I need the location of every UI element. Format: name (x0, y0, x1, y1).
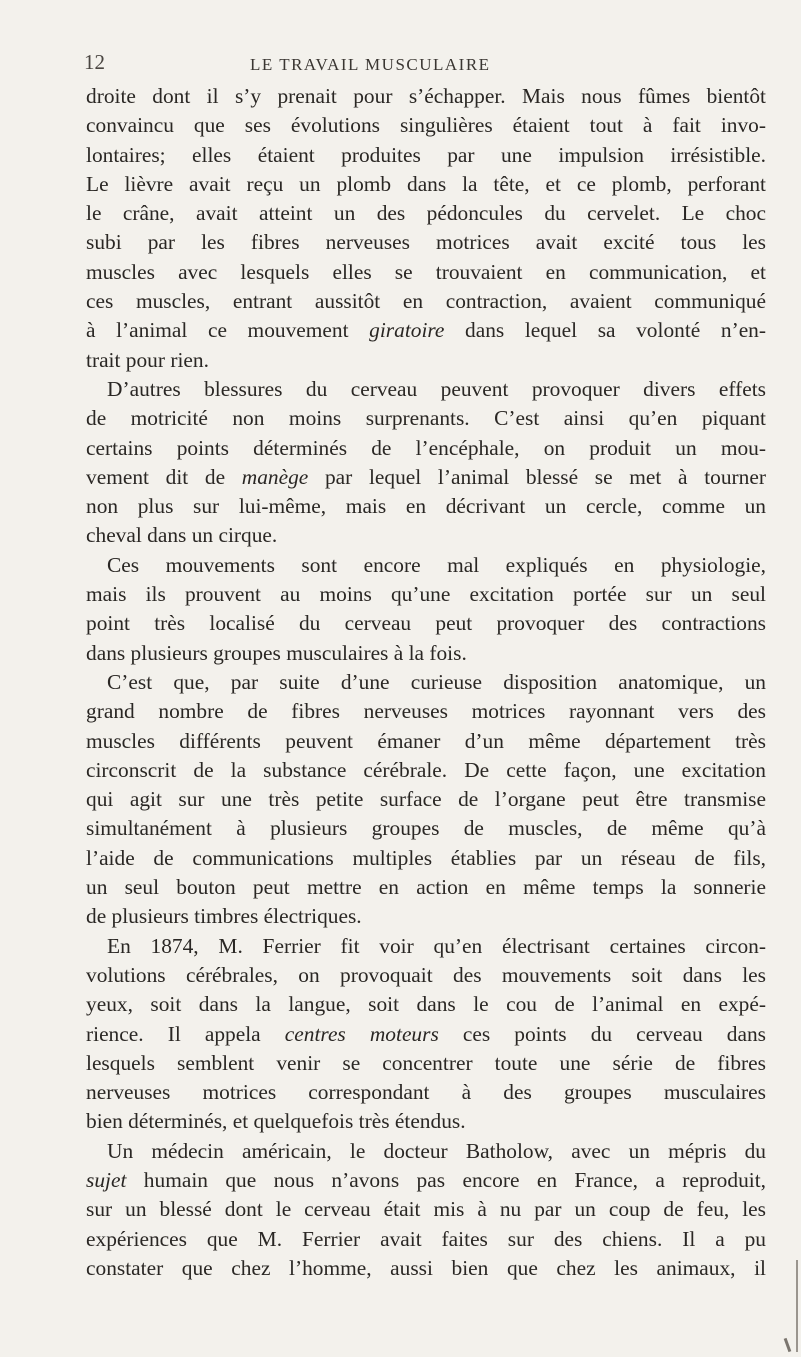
text-line (86, 961, 766, 990)
italic-term: giratoire (369, 318, 445, 343)
text-line (86, 199, 766, 228)
text-line (86, 228, 766, 257)
text-line (86, 727, 766, 756)
text-segment: qui agit sur une très petite surface de l’organe peut être transmise (86, 787, 766, 812)
text-line (86, 1225, 766, 1254)
text-segment: nerveuses motrices correspondant à des groupes musculaires (86, 1080, 766, 1105)
text-line (86, 346, 766, 375)
text-segment: de plusieurs timbres électriques. (86, 904, 362, 929)
text-segment: ces points du cerveau dans (438, 1021, 766, 1046)
text-line (86, 434, 766, 463)
page-edge-tick (784, 1338, 792, 1352)
text-segment: à l’animal ce mouvement (86, 318, 370, 343)
text-segment: non plus sur lui-même, mais en décrivant un cercle, comme un (86, 494, 766, 519)
text-segment: convaincu que ses évolutions singulières étaient tout à fait invo- (86, 113, 766, 138)
text-segment: muscles avec lesquels elles se trouvaient en communication, et (86, 259, 766, 284)
text-segment: constater que chez l’homme, aussi bien que chez les animaux, il (86, 1255, 766, 1280)
text-line (86, 844, 766, 873)
text-line (86, 756, 766, 785)
text-segment: le crâne, avait atteint un des pédoncules du cervelet. Le choc (86, 201, 766, 226)
text-segment: droite dont il s’y prenait pour s’échapper. Mais nous fûmes bientôt (86, 84, 766, 108)
text-segment: En 1874, M. Ferrier fit voir qu’en électrisant certaines circon- (107, 933, 766, 958)
text-line (86, 1107, 766, 1136)
text-line (86, 1166, 766, 1195)
text-line (86, 697, 766, 726)
text-line (86, 873, 766, 902)
text-segment: trait pour rien. (86, 347, 209, 372)
text-segment: humain que nous n’avons pas encore en France, a reproduit, (126, 1167, 766, 1192)
text-line (86, 316, 766, 345)
text-line (86, 258, 766, 287)
text-line (86, 1195, 766, 1224)
text-line (86, 1049, 766, 1078)
text-segment: circonscrit de la substance cérébrale. De cette façon, une excitation (86, 757, 766, 782)
text-segment: expériences que M. Ferrier avait faites sur des chiens. Il a pu (86, 1226, 766, 1251)
text-segment: Un médecin américain, le docteur Batholow, avec un mépris du (107, 1138, 766, 1163)
text-segment: Le lièvre avait reçu un plomb dans la tête, et ce plomb, perforant (86, 171, 766, 196)
italic-term: manège (241, 464, 309, 489)
page-number: 12 (84, 50, 105, 74)
text-segment: C’est que, par suite d’une curieuse disposition anatomique, un (107, 669, 766, 694)
text-line (86, 1020, 766, 1049)
text-segment: D’autres blessures du cerveau peuvent provoquer divers effets (107, 376, 766, 401)
text-segment: rience. Il appela (86, 1021, 285, 1046)
page-edge-mark (796, 1260, 798, 1352)
text-segment: certains points déterminés de l’encéphale, on produit un mou- (86, 435, 766, 460)
text-line (86, 668, 766, 697)
text-line (86, 609, 766, 638)
text-segment: sur un blessé dont le cerveau était mis à nu par un coup de feu, les (86, 1197, 766, 1222)
text-line (86, 580, 766, 609)
text-line (86, 902, 766, 931)
text-line (86, 521, 766, 550)
text-line (86, 785, 766, 814)
text-segment: par lequel l’animal blessé se met à tourner (308, 464, 766, 489)
body-text (86, 82, 766, 1283)
text-segment: muscles différents peuvent émaner d’un même département très (86, 728, 766, 753)
text-segment: lesquels semblent venir se concentrer toute une série de fibres (86, 1050, 766, 1075)
text-line (86, 1137, 766, 1166)
text-line (86, 404, 766, 433)
text-segment: simultanément à plusieurs groupes de muscles, de même qu’à (86, 816, 766, 841)
text-line (86, 82, 766, 111)
text-segment: mais ils prouvent au moins qu’une excitation portée sur un seul (86, 582, 766, 607)
text-segment: Ces mouvements sont encore mal expliqués en physiologie, (107, 552, 766, 577)
text-segment: un seul bouton peut mettre en action en même temps la sonnerie (86, 875, 766, 900)
text-line (86, 639, 766, 668)
text-line (86, 814, 766, 843)
text-line (86, 932, 766, 961)
text-line (86, 1254, 766, 1283)
text-segment: dans lequel sa volonté n’en- (444, 318, 767, 343)
text-line (86, 375, 766, 404)
text-line (86, 111, 766, 140)
text-line (86, 551, 766, 580)
text-segment: de motricité non moins surprenants. C’est ainsi qu’en piquant (86, 406, 766, 431)
text-segment: yeux, soit dans la langue, soit dans le cou de l’animal en expé- (86, 992, 766, 1017)
text-segment: volutions cérébrales, on provoquait des mouvements soit dans les (86, 962, 766, 987)
text-segment: ces muscles, entrant aussitôt en contraction, avaient communiqué (86, 289, 766, 314)
text-line (86, 170, 766, 199)
text-segment: subi par les fibres nerveuses motrices avait excité tous les (86, 230, 766, 255)
text-segment: point très localisé du cerveau peut provoquer des contractions (86, 611, 766, 636)
text-line (86, 990, 766, 1019)
text-segment: lontaires; elles étaient produites par une impulsion irrésistible. (86, 142, 766, 167)
text-line (86, 287, 766, 316)
text-segment: bien déterminés, et quelquefois très étendus. (86, 1109, 466, 1134)
text-segment: dans plusieurs groupes musculaires à la fois. (86, 640, 467, 665)
text-segment: cheval dans un cirque. (86, 523, 278, 548)
text-segment: vement dit de (86, 464, 242, 489)
text-line (86, 463, 766, 492)
text-line (86, 1078, 766, 1107)
text-line (86, 141, 766, 170)
italic-term: centres moteurs (284, 1021, 439, 1046)
italic-term: sujet (86, 1167, 127, 1192)
text-segment: l’aide de communications multiples établies par un réseau de fils, (86, 845, 766, 870)
text-line (86, 492, 766, 521)
running-head: LE TRAVAIL MUSCULAIRE (250, 55, 491, 74)
text-segment: grand nombre de fibres nerveuses motrices rayonnant vers des (86, 699, 766, 724)
